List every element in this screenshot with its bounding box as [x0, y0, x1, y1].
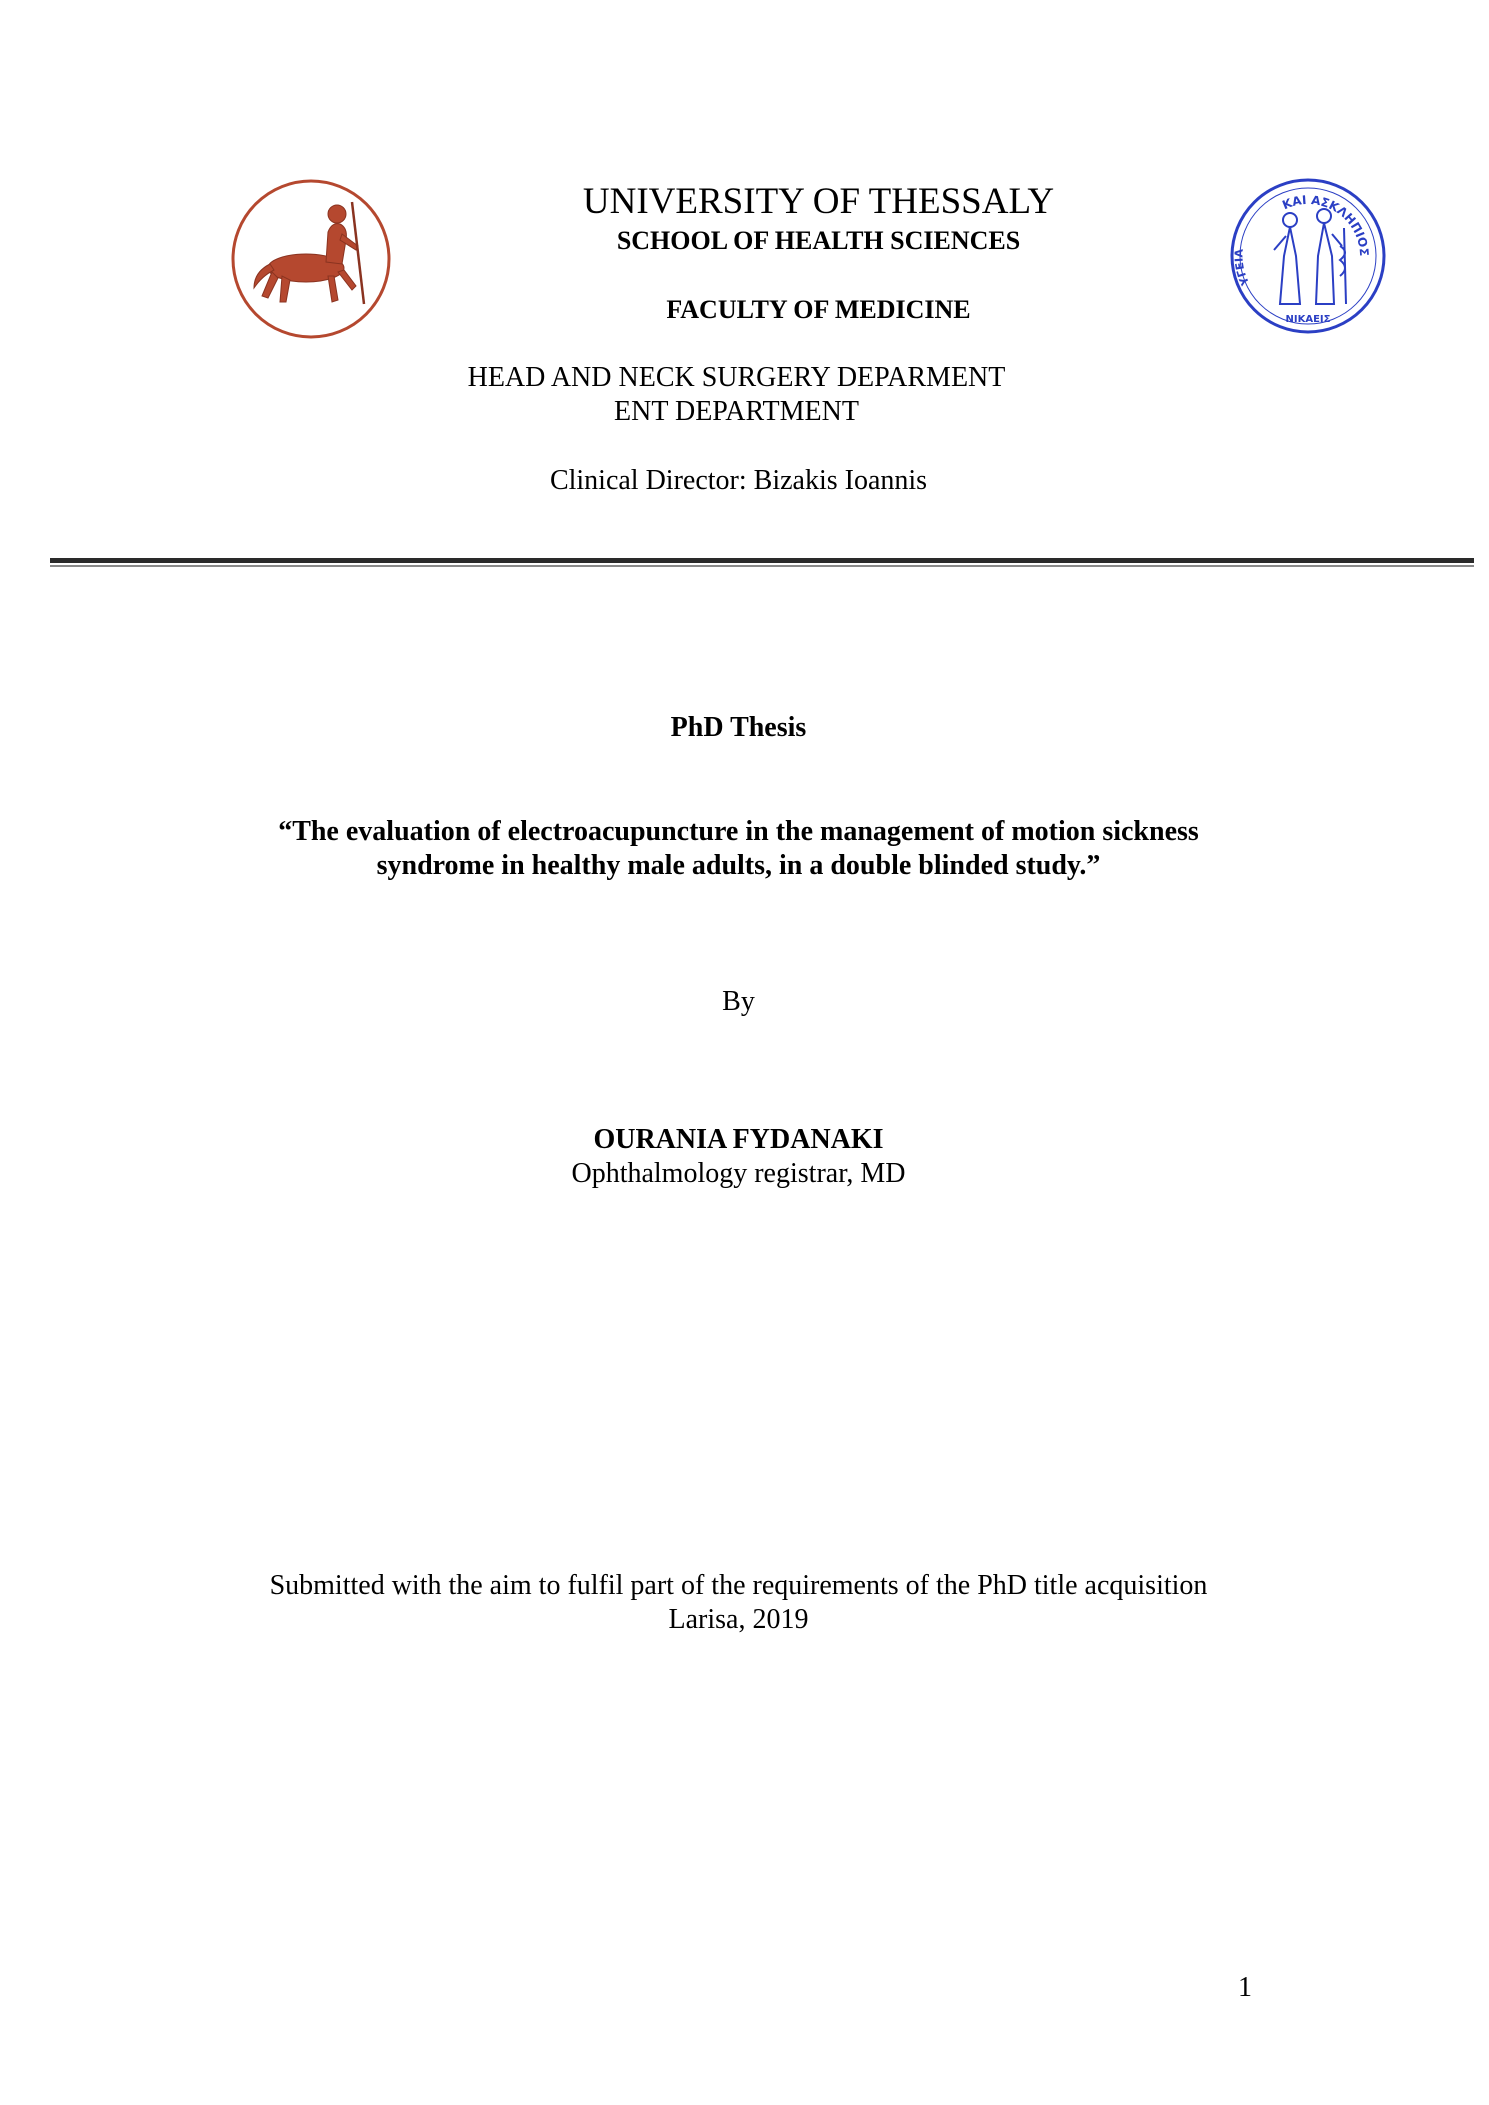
submission-statement: Submitted with the aim to fulfil part of the requirements of the PhD title acquisition — [269, 1570, 1208, 1601]
seal-text-left: ΥΓΕΙΑ — [1232, 248, 1252, 288]
header-divider-shadow — [50, 565, 1474, 567]
author-name: OURANIA FYDANAKI — [593, 1124, 884, 1155]
department-line-1: HEAD AND NECK SURGERY DEPARMENT — [467, 362, 1006, 393]
place-and-year: Larisa, 2019 — [668, 1604, 809, 1635]
school-name: SCHOOL OF HEALTH SCIENCES — [616, 226, 1021, 255]
header-divider — [50, 558, 1474, 563]
seal-text-top: ΚΑΙ ΑΣΚΛΗΠΙΟΣ — [1280, 192, 1372, 257]
thesis-type: PhD Thesis — [670, 712, 807, 743]
page-number: 1 — [1238, 1972, 1252, 2003]
by-label: By — [722, 986, 755, 1017]
author-role: Ophthalmology registrar, MD — [571, 1158, 906, 1189]
thesis-title-line-1: “The evaluation of electroacupuncture in the management of motion sickness — [278, 816, 1199, 847]
seal-text-bottom: ΝΙΚΑΕΙΣ — [1285, 314, 1331, 325]
department-line-2: ENT DEPARTMENT — [614, 396, 859, 427]
university-name: UNIVERSITY OF THESSALY — [582, 181, 1055, 222]
faculty-name: FACULTY OF MEDICINE — [666, 295, 971, 324]
clinical-director: Clinical Director: Bizakis Ioannis — [549, 465, 928, 496]
thesis-title-line-2: syndrome in healthy male adults, in a double blinded study.” — [376, 850, 1101, 881]
